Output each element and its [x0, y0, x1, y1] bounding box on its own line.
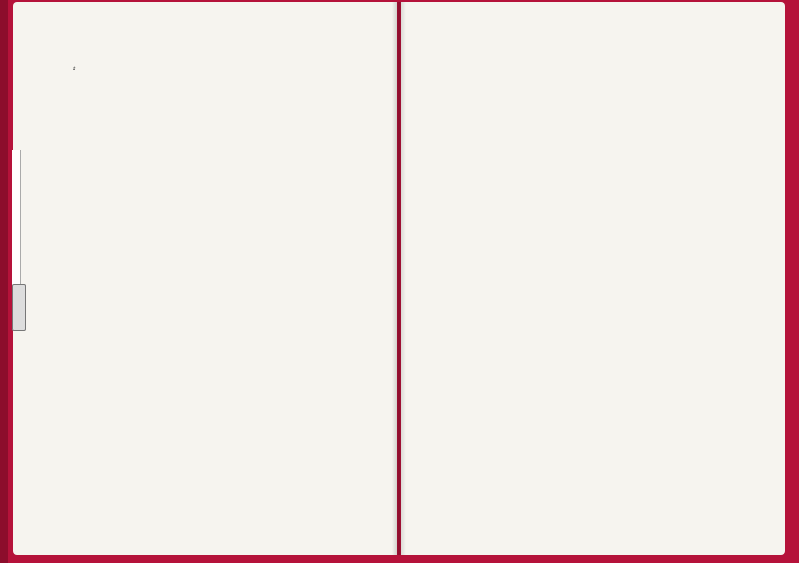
right-page — [401, 2, 785, 555]
book-spine — [392, 2, 406, 555]
pen-loop — [12, 284, 26, 331]
country-letter-codes — [70, 395, 390, 545]
distance-table — [515, 69, 753, 545]
cover-edge — [0, 0, 8, 563]
left-page — [13, 2, 397, 555]
